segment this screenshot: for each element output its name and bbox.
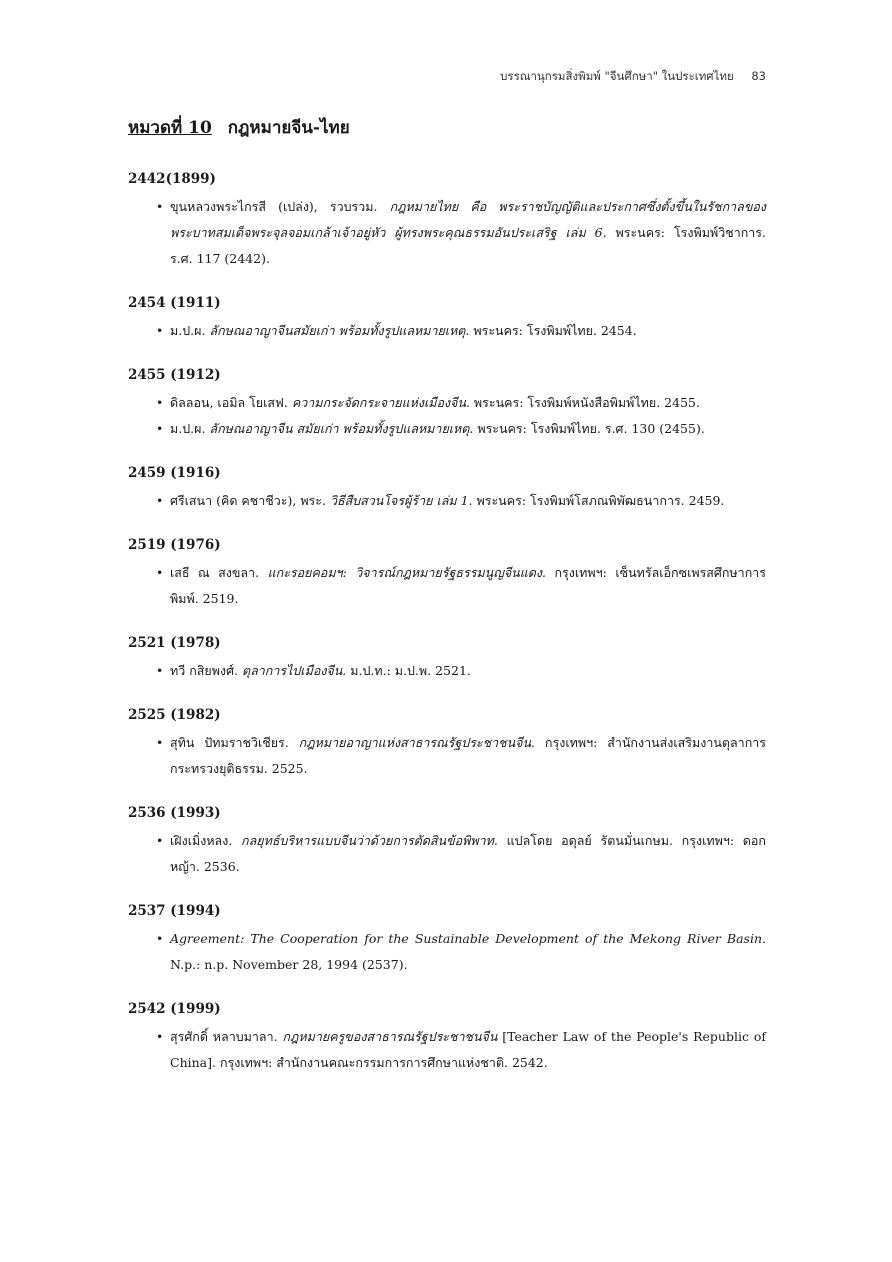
entry-author: ศรีเสนา (คิด คชาชีวะ), พระ. [170, 493, 330, 508]
year-section [128, 706, 766, 782]
entry-title: ความกระจัดกระจายแห่งเมืองจีน. [291, 395, 470, 410]
bibliography-entry [128, 488, 766, 514]
entry-list [128, 560, 766, 612]
chapter-title: กฎหมายจีน-ไทย [227, 118, 350, 138]
bibliography-list [128, 170, 766, 1098]
entry-publication: N.p.: n.p. November 28, 1994 (2537). [170, 957, 408, 972]
page-number: 83 [751, 69, 766, 83]
entry-list [128, 194, 766, 272]
bibliography-entry [128, 318, 766, 344]
year-section [128, 366, 766, 442]
section-year: 2542 (1999) [128, 1001, 221, 1017]
entry-list [128, 828, 766, 880]
year-section [128, 804, 766, 880]
entry-title: กฎหมายอาญาแห่งสาธารณรัฐประชาชนจีน. [298, 735, 536, 750]
year-section [128, 294, 766, 344]
section-year: 2459 (1916) [128, 465, 221, 481]
entry-list [128, 318, 766, 344]
year-section [128, 536, 766, 612]
section-year: 2442(1899) [128, 171, 216, 187]
entry-title: วิธีสืบสวนโจรผู้ร้าย เล่ม 1. [329, 493, 473, 508]
entry-publication: กรุงเทพฯ: สำนักงานส่งเสริมงานตุลาการ กระทรวงยุติธรรม. 2525. [170, 735, 766, 776]
entry-author: ม.ป.ผ. [170, 421, 210, 436]
entry-author: เฝิงเมิ่งหลง. [170, 833, 242, 848]
entry-list [128, 926, 766, 978]
entry-title: ตุลาการไปเมืองจีน. [241, 663, 347, 678]
entry-author: เสธี ณ สงขลา. [170, 565, 268, 580]
running-header [500, 68, 766, 86]
entry-author: ดิลลอน, เอมิล โยเสฟ. [170, 395, 292, 410]
entry-list [128, 730, 766, 782]
section-year: 2519 (1976) [128, 537, 221, 553]
entry-title: ลักษณอาญาจีนสมัยเก่า พร้อมทั้งรูปแลหมายเหตุ. [209, 323, 470, 338]
entry-title: Agreement: The Cooperation for the Sustainable Development of the Mekong River Basin. [170, 931, 766, 946]
bibliography-entry [128, 658, 766, 684]
bibliography-entry [128, 730, 766, 782]
entry-publication: แปลโดย อดุลย์ รัตนมั่นเกษม. กรุงเทพฯ: ดอกหญ้า. 2536. [170, 833, 766, 874]
section-year: 2454 (1911) [128, 295, 221, 311]
entry-title: กฎหมายไทย คือ พระราชบัญญัติและประกาศซึ่งตั้งขึ้นในรัชกาลของพระบาทสมเด็จพระจุลจอมเกล้าเจ้าอยู่หัว ผู้ทรงพระคุณธรรมอันประเสริฐ เล่ม 6. [170, 199, 766, 240]
bibliography-entry [128, 390, 766, 416]
entry-publication: พระนคร: โรงพิมพ์โสภณพิพัฒธนาการ. 2459. [472, 493, 725, 508]
year-section [128, 634, 766, 684]
section-year: 2536 (1993) [128, 805, 221, 821]
entry-publication: พระนคร: โรงพิมพ์ไทย. 2454. [469, 323, 637, 338]
bibliography-entry [128, 828, 766, 880]
section-year: 2455 (1912) [128, 367, 221, 383]
year-section [128, 902, 766, 978]
chapter-label: หมวดที่ 10 [128, 118, 212, 138]
bibliography-entry [128, 1024, 766, 1076]
entry-author: สุรศักดิ์ หลาบมาลา. [170, 1029, 283, 1044]
entry-publication: พระนคร: โรงพิมพ์ไทย. ร.ศ. 130 (2455). [473, 421, 705, 436]
running-title: บรรณานุกรมสิ่งพิมพ์ "จีนศึกษา" ในประเทศไทย [500, 69, 734, 83]
chapter-heading [128, 114, 350, 141]
entry-author: ทวี กสิยพงศ์. [170, 663, 242, 678]
year-section [128, 170, 766, 272]
entry-author: ม.ป.ผ. [170, 323, 210, 338]
entry-list [128, 1024, 766, 1076]
entry-list [128, 658, 766, 684]
entry-title: กลยุทธ์บริหารแบบจีนว่าด้วยการตัดสินข้อพิพาท. [241, 833, 498, 848]
entry-title: ลักษณอาญาจีน สมัยเก่า พร้อมทั้งรูปแลหมายเหตุ. [209, 421, 474, 436]
entry-publication: พระนคร: โรงพิมพ์หนังสือพิมพ์ไทย. 2455. [469, 395, 700, 410]
entry-publication: กรุงเทพฯ: เซ็นทรัลเอ็กซเพรสศึกษาการพิมพ์. 2519. [170, 565, 766, 606]
entry-title: แกะรอยคอมฯ: วิจารณ์กฎหมายรัฐธรรมนูญจีนแดง. [267, 565, 546, 580]
entry-author: ขุนหลวงพระไกรสี (เปล่ง), รวบรวม. [170, 199, 390, 214]
entry-title: กฎหมายครูของสาธารณรัฐประชาชนจีน [282, 1029, 498, 1044]
section-year: 2525 (1982) [128, 707, 221, 723]
entry-publication: ม.ป.ท.: ม.ป.พ. 2521. [346, 663, 471, 678]
bibliography-entry [128, 194, 766, 272]
section-year: 2521 (1978) [128, 635, 221, 651]
bibliography-entry [128, 560, 766, 612]
bibliography-entry [128, 926, 766, 978]
section-year: 2537 (1994) [128, 903, 221, 919]
entry-publication: [Teacher Law of the People's Republic of China]. กรุงเทพฯ: สำนักงานคณะกรรมการการศึกษาแห่งชาติ. 2542. [170, 1029, 766, 1070]
entry-publication: พระนคร: โรงพิมพ์วิชาการ. ร.ศ. 117 (2442). [170, 225, 766, 266]
entry-author: สุทิน ปัทมราชวิเชียร. [170, 735, 299, 750]
entry-list [128, 488, 766, 514]
entry-list [128, 390, 766, 442]
year-section [128, 464, 766, 514]
bibliography-entry [128, 416, 766, 442]
year-section [128, 1000, 766, 1076]
